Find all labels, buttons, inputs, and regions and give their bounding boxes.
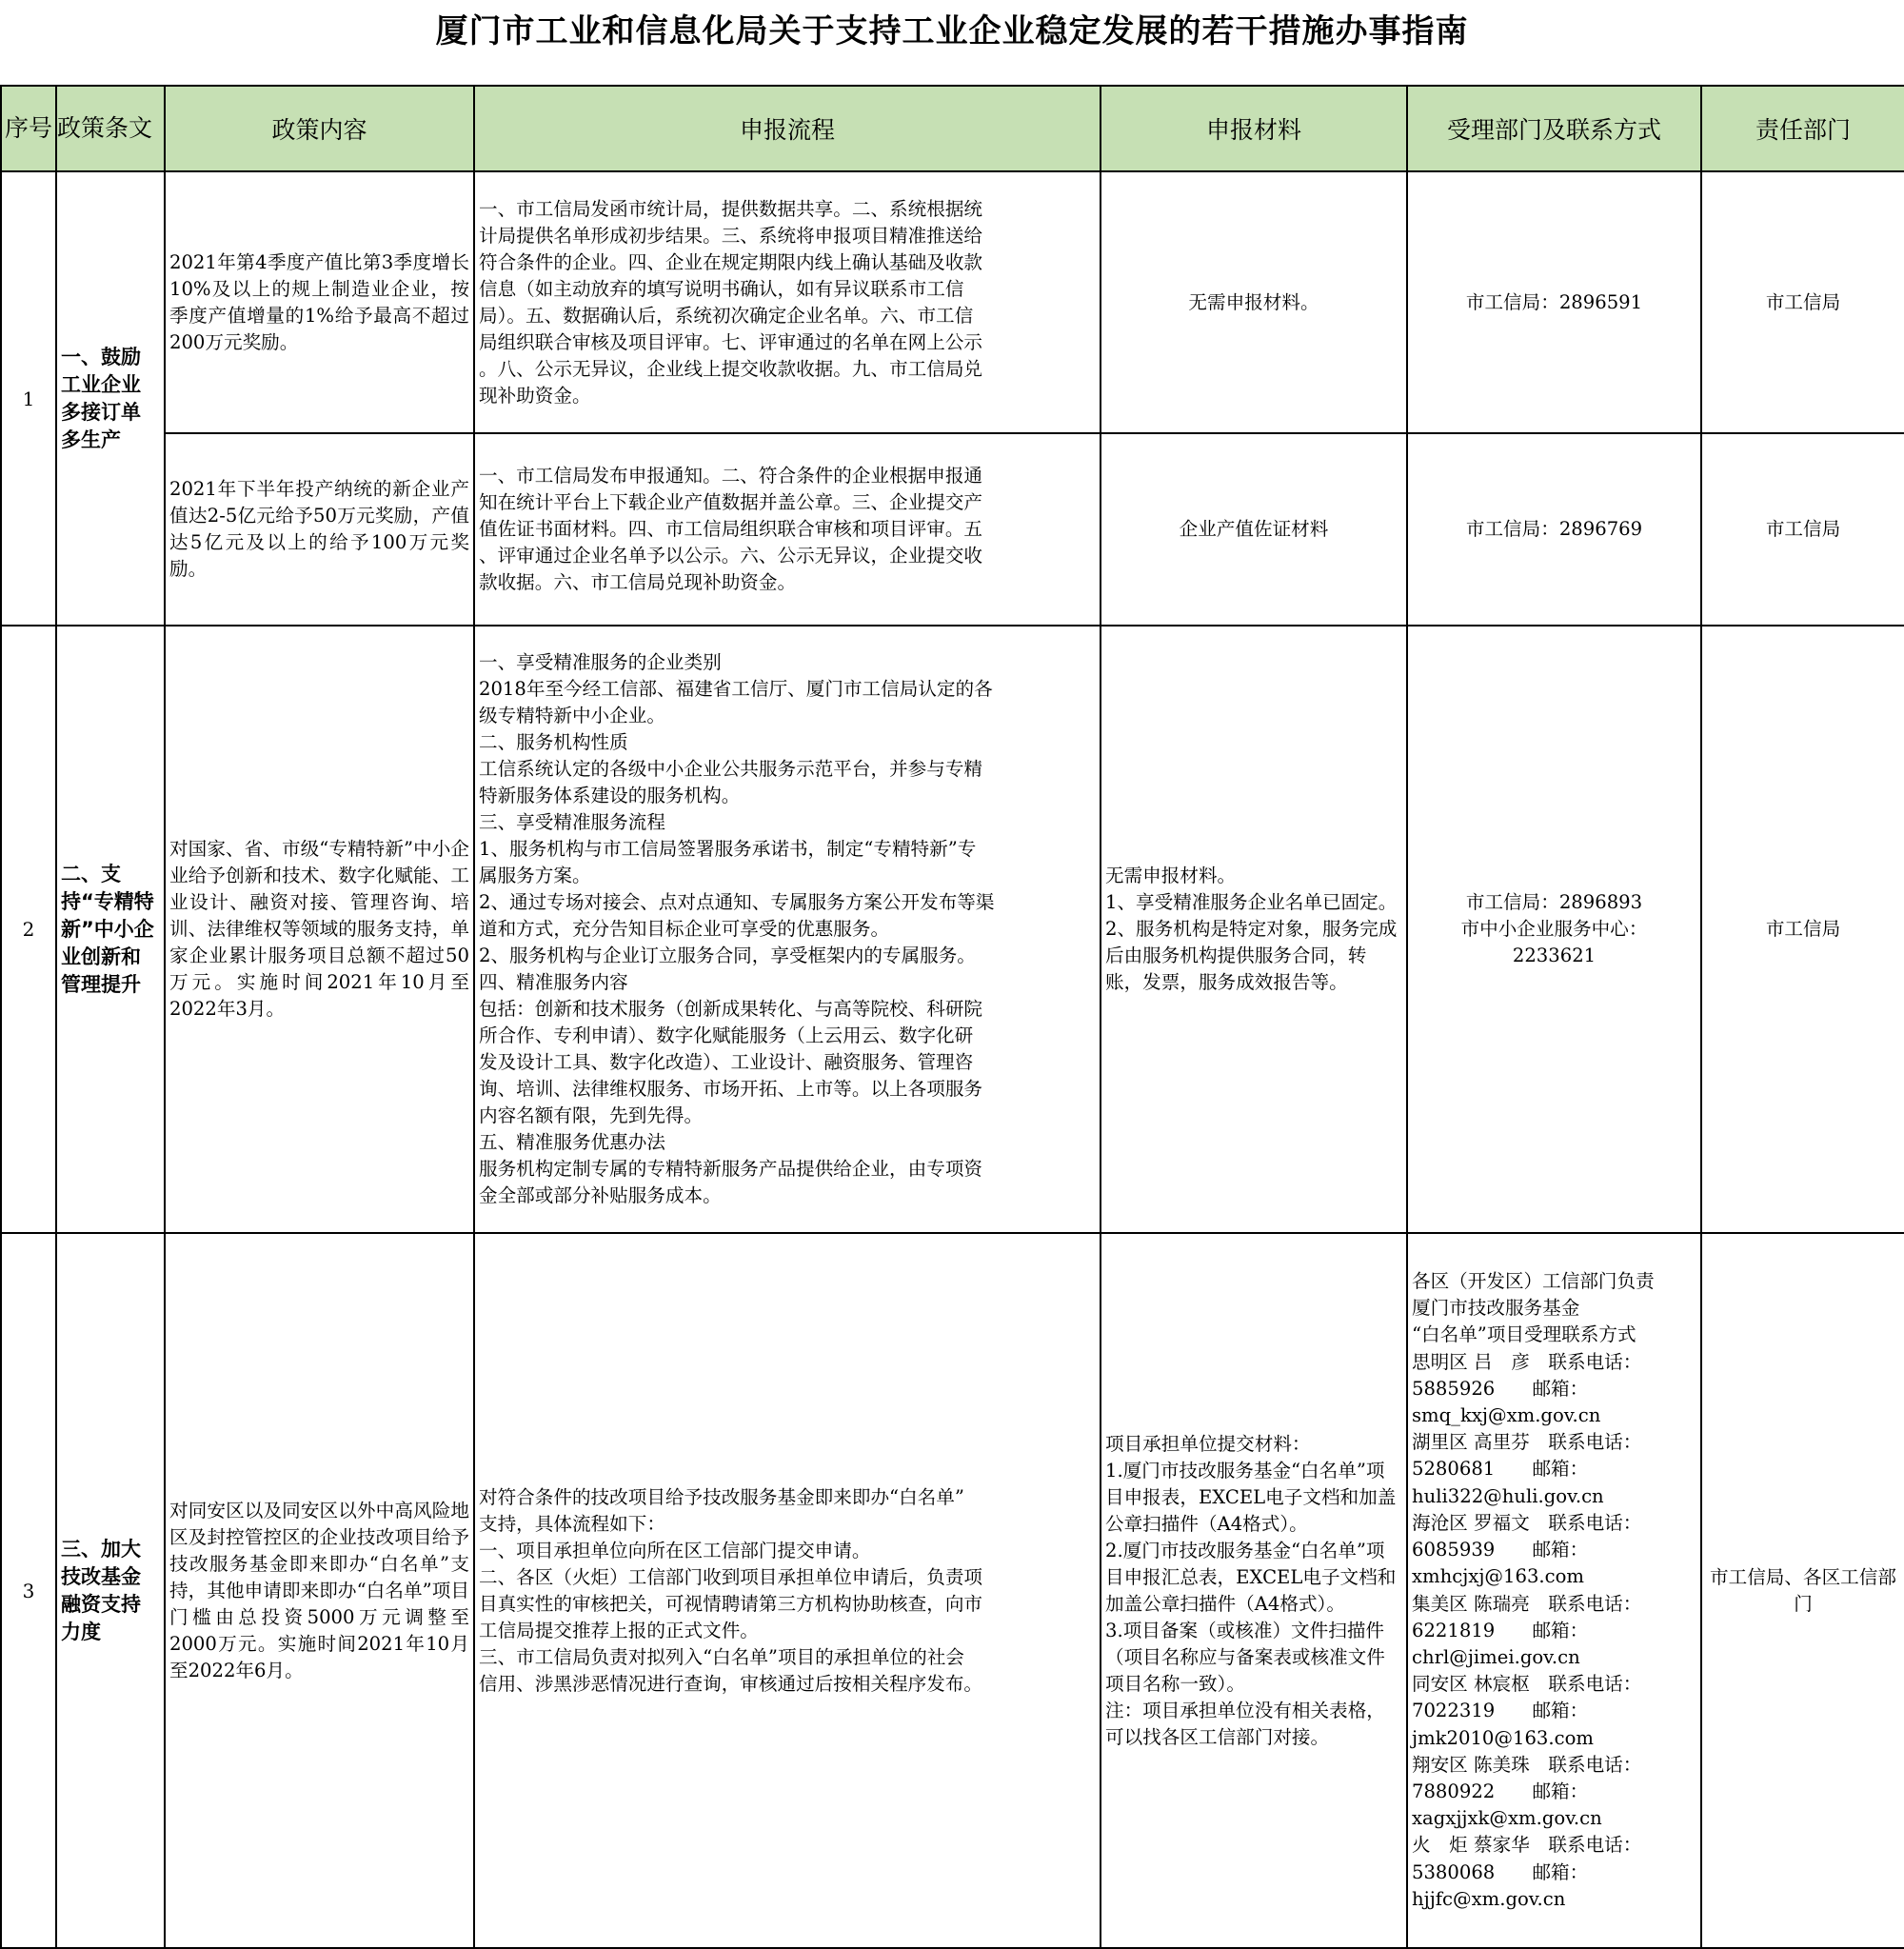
header-materials: 申报材料 xyxy=(1101,86,1407,171)
row3-clause: 三、加大技改基金融资支持力度 xyxy=(56,1233,165,1948)
header-process: 申报流程 xyxy=(474,86,1101,171)
table-row xyxy=(1,433,1904,626)
header-resp: 责任部门 xyxy=(1701,86,1904,171)
row2-clause: 二、支持“专精特新”中小企业创新和管理提升 xyxy=(56,626,165,1233)
row2-content: 对国家、省、市级“专精特新”中小企业给予创新和技术、数字化赋能、工业设计、融资对接、管理咨询、培训、法律维权等领域的服务支持，单家企业累计服务项目总额不超过50万元。实施时间2021年10月至2022年3月。 xyxy=(165,626,474,1233)
row3-dept: 各区（开发区）工信部门负责 厦门市技改服务基金 “白名单”项目受理联系方式 思明区 吕 彦 联系电话： 5885926 邮箱： smq_kxj@xm.gov.cn 湖里区 高里芬 联系电话： 5280681 邮箱： huli322@huli.gov.cn 海沧区 罗福文 联系电话： 6085939 邮箱： xmhcjxj@163.com 集美区 陈瑞亮 联系电话： 6221819 邮箱： chrl@jimei.gov.cn 同安区 林宸枢 联系电话： 7022319 邮箱： jmk2010@163.com 翔安区 陈美珠 联系电话： 7880922 邮箱： xagxjjxk@xm.gov.cn 火 炬 蔡家华 联系电话： 5380068 邮箱： hjjfc@xm.gov.cn xyxy=(1407,1233,1701,1948)
header-content: 政策内容 xyxy=(165,86,474,171)
row1b-dept: 市工信局：2896769 xyxy=(1407,433,1701,626)
table-row xyxy=(1,626,1904,1233)
row1a-dept: 市工信局：2896591 xyxy=(1407,171,1701,433)
row2-materials: 无需申报材料。 1、享受精准服务企业名单已固定。 2、服务机构是特定对象，服务完成后由服务机构提供服务合同，转账，发票，服务成效报告等。 xyxy=(1101,626,1407,1233)
row3-resp: 市工信局、各区工信部门 xyxy=(1701,1233,1904,1948)
row2-resp: 市工信局 xyxy=(1701,626,1904,1233)
row2-dept: 市工信局：2896893 市中小企业服务中心： 2233621 xyxy=(1407,626,1701,1233)
row1a-materials: 无需申报材料。 xyxy=(1101,171,1407,433)
row1b-process: 一、市工信局发布申报通知。二、符合条件的企业根据申报通 知在统计平台上下载企业产值数据并盖公章。三、企业提交产 值佐证书面材料。四、市工信局组织联合审核和项目评审。五 、评审通过企业名单予以公示。六、公示无异议，企业提交收 款收据。六、市工信局兑现补助资金。 xyxy=(474,433,1101,626)
row1b-resp: 市工信局 xyxy=(1701,433,1904,626)
table-row xyxy=(1,1233,1904,1948)
header-row xyxy=(1,86,1904,171)
page-title: 厦门市工业和信息化局关于支持工业企业稳定发展的若干措施办事指南 xyxy=(435,12,1469,50)
row1a-process: 一、市工信局发函市统计局，提供数据共享。二、系统根据统 计局提供名单形成初步结果。三、系统将申报项目精准推送给 符合条件的企业。四、企业在规定期限内线上确认基础及收款 信息（如主动放弃的填写说明书确认，如有异议联系市工信 局）。五、数据确认后，系统初次确定企业名单。六、市工信 局组织联合审核及项目评审。七、评审通过的名单在网上公示 。八、公示无异议，企业线上提交收款收据。九、市工信局兑 现补助资金。 xyxy=(474,171,1101,433)
row3-content: 对同安区以及同安区以外中高风险地区及封控管控区的企业技改项目给予技改服务基金即来即办“白名单”支持，其他申请即来即办“白名单”项目门槛由总投资5000万元调整至2000万元。实施时间2021年10月至2022年6月。 xyxy=(165,1233,474,1948)
policy-table xyxy=(0,85,1904,1949)
header-dept: 受理部门及联系方式 xyxy=(1407,86,1701,171)
row1a-resp: 市工信局 xyxy=(1701,171,1904,433)
row3-materials: 项目承担单位提交材料： 1.厦门市技改服务基金“白名单”项目申报表，EXCEL电子文档和加盖公章扫描件（A4格式）。 2.厦门市技改服务基金“白名单”项目申报汇总表，EXCEL电子文档和加盖公章扫描件（A4格式）。 3.项目备案（或核准）文件扫描件（项目名称应与备案表或核准文件项目名称一致）。 注：项目承担单位没有相关表格，可以找各区工信部门对接。 xyxy=(1101,1233,1407,1948)
row1-clause: 一、鼓励工业企业多接订单多生产 xyxy=(56,171,165,626)
row2-seq: 2 xyxy=(1,626,56,1233)
table-row xyxy=(1,171,1904,433)
row1b-materials: 企业产值佐证材料 xyxy=(1101,433,1407,626)
row3-process: 对符合条件的技改项目给予技改服务基金即来即办“白名单” 支持，具体流程如下： 一、项目承担单位向所在区工信部门提交申请。 二、各区（火炬）工信部门收到项目承担单位申请后，负责项 目真实性的审核把关，可视情聘请第三方机构协助核查，向市 工信局提交推荐上报的正式文件。 三、市工信局负责对拟列入“白名单”项目的承担单位的社会 信用、涉黑涉恶情况进行查询，审核通过后按相关程序发布。 xyxy=(474,1233,1101,1948)
row1-seq: 1 xyxy=(1,171,56,626)
row1a-content: 2021年第4季度产值比第3季度增长10%及以上的规上制造业企业，按季度产值增量的1%给予最高不超过200万元奖励。 xyxy=(165,171,474,433)
header-seq: 序号 xyxy=(1,86,56,171)
row3-seq: 3 xyxy=(1,1233,56,1948)
header-clause: 政策条文 xyxy=(56,86,165,171)
row2-process: 一、享受精准服务的企业类别 2018年至今经工信部、福建省工信厅、厦门市工信局认定的各 级专精特新中小企业。 二、服务机构性质 工信系统认定的各级中小企业公共服务示范平台，并参与专精 特新服务体系建设的服务机构。 三、享受精准服务流程 1、服务机构与市工信局签署服务承诺书，制定“专精特新”专 属服务方案。 2、通过专场对接会、点对点通知、专属服务方案公开发布等渠 道和方式，充分告知目标企业可享受的优惠服务。 2、服务机构与企业订立服务合同，享受框架内的专属服务。 四、精准服务内容 包括：创新和技术服务（创新成果转化、与高等院校、科研院 所合作、专利申请）、数字化赋能服务（上云用云、数字化研 发及设计工具、数字化改造）、工业设计、融资服务、管理咨 询、培训、法律维权服务、市场开拓、上市等。以上各项服务 内容名额有限，先到先得。 五、精准服务优惠办法 服务机构定制专属的专精特新服务产品提供给企业，由专项资 金全部或部分补贴服务成本。 xyxy=(474,626,1101,1233)
row1b-content: 2021年下半年投产纳统的新企业产值达2-5亿元给予50万元奖励，产值达5亿元及以上的给予100万元奖励。 xyxy=(165,433,474,626)
